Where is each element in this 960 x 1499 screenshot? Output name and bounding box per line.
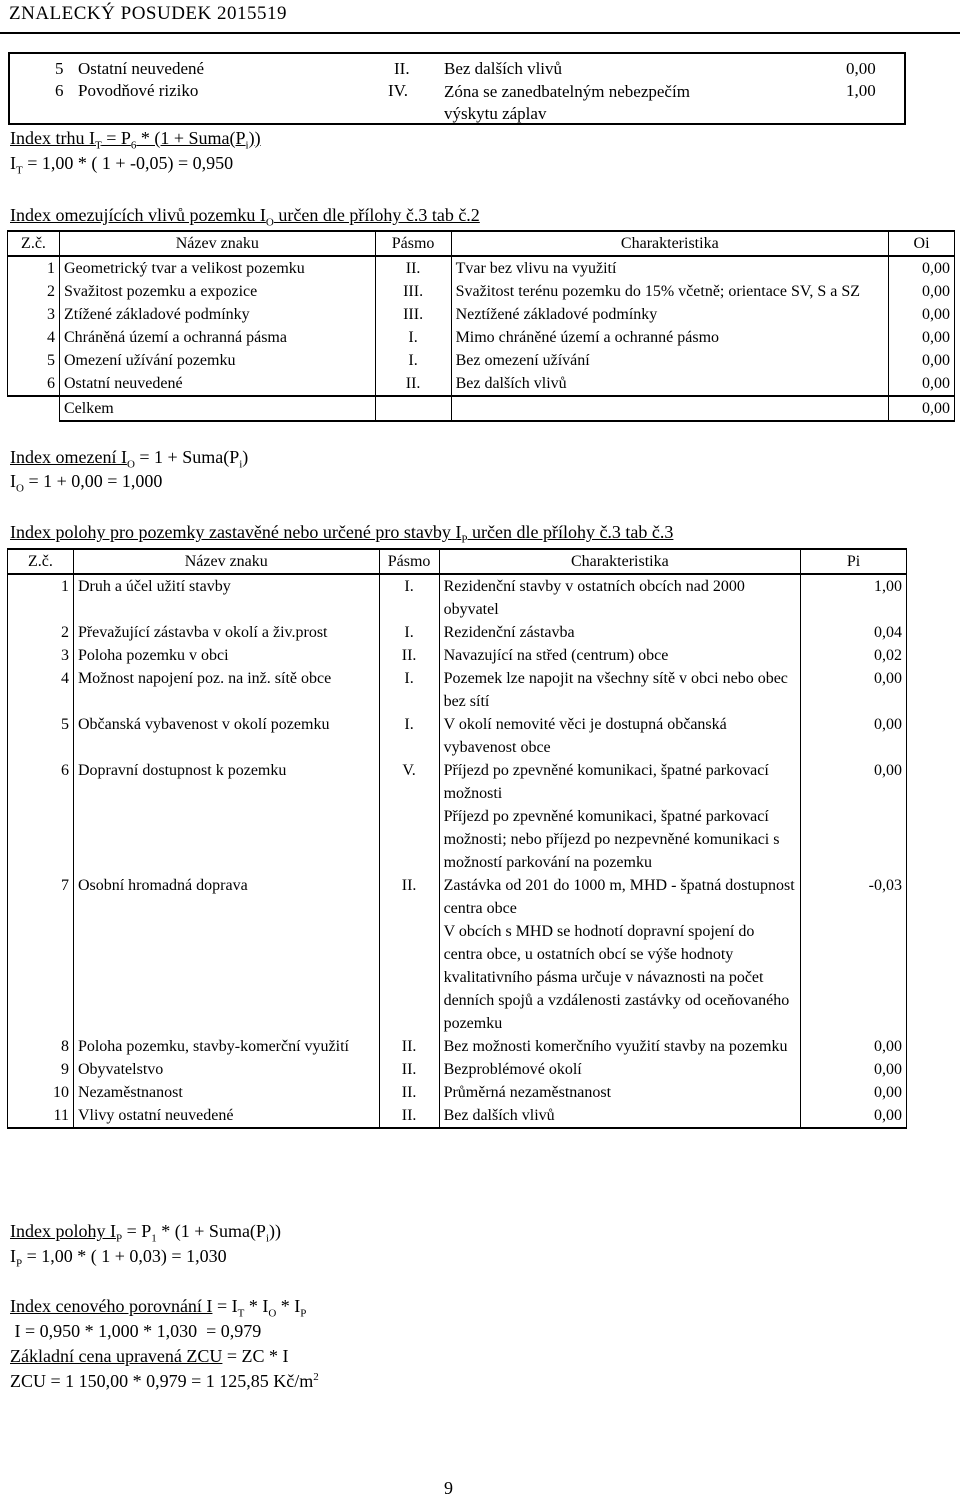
limits-title: Index omezujících vlivů pozemku $I_O$ určen dle přílohy č.3 tab č.2: [10, 205, 480, 229]
page-number: 9: [444, 1478, 453, 1498]
col-header: Z.č.: [8, 231, 60, 256]
position-formula: Index polohy $I_P = P_1 * (1$ + $Suma(P_i)$): [10, 1221, 281, 1245]
market-row-zone: IV.: [388, 81, 408, 100]
position-title: Index polohy pro pozemky zastavěné nebo určené pro stavby $I_P$ určen dle přílohy č.3 tab č.3: [10, 522, 674, 546]
table-row: 1 Geometrický tvar a velikost pozemku II. Tvar bez vlivu na využití 0,00: [8, 256, 955, 280]
zcu-formula: Základní cena upravená ZCU = ZC * I: [10, 1346, 289, 1366]
limits-formula: Index omezení $I_O = 1$ + $Suma(P_i)$: [10, 447, 249, 471]
table-row: 3 Poloha pozemku v obci II. Navazující na střed (centrum) obce 0,02: [8, 644, 907, 667]
table-row: 4 Chráněná území a ochranná pásma I. Mimo chráněné území a ochranné pásmo 0,00: [8, 326, 955, 349]
table-row: 6 Ostatní neuvedené II. Bez dalších vlivů 0,00: [8, 372, 955, 396]
position-table: [7, 548, 907, 1129]
table-row: 7 Osobní hromadná doprava II. Zastávka od 201 do 1000 m, MHD - špatná dostupnost centra obce V obcích s MHD se hodnotí dopravní spojení do centra obce, u ostatních obcí se výše hodnoty kvalitativního pásma určuje v návaznosti na počet denních spojů a vzdálenosti zastávky od oceňovaného pozemku -0,03: [8, 874, 907, 1035]
market-formula: Index trhu $I_T = P_6 * (1$ + $Suma(P_i)$): [10, 128, 261, 152]
market-row-num: 6: [55, 81, 64, 100]
col-header: Oi: [889, 231, 955, 256]
table-row: 2 Převažující zástavba v okolí a živ.prost I. Rezidenční zástavba 0,04: [8, 621, 907, 644]
position-header-row: [8, 549, 907, 574]
col-header: Pásmo: [375, 231, 451, 256]
col-header: Název znaku: [59, 231, 375, 256]
price-index-calc: I = 0,950 * 1,000 * 1,030 = 0,979: [10, 1321, 262, 1341]
table-row: 6 Dopravní dostupnost k pozemku V. Příjezd po zpevněné komunikaci, špatné parkovací možnosti Příjezd po zpevněné komunikaci, špatné parkovací možnosti; nebo příjezd po nezpevněné komunikaci s možností parkování na pozemku 0,00: [8, 759, 907, 874]
table-row: 10 Nezaměstnanost II. Průměrná nezaměstnanost 0,00: [8, 1081, 907, 1104]
table-row: 9 Obyvatelstvo II. Bezproblémové okolí 0,00: [8, 1058, 907, 1081]
market-row-desc: Bez dalších vlivů: [444, 59, 563, 78]
zcu-calc: ZCU = 1 150,00 * 0,979 = 1 125,85 $Kč/m^2$: [10, 1371, 319, 1391]
market-row-val: 1,00: [846, 81, 876, 100]
col-header: Pásmo: [379, 549, 439, 574]
header-rule: [0, 32, 960, 34]
market-row-val: 0,00: [846, 59, 876, 78]
market-row-desc: Zóna se zanedbatelným nebezpečím výskytu záplav: [444, 82, 690, 123]
table-row: 1 Druh a účel užití stavby I. Rezidenční stavby v ostatních obcích nad 2000 obyvatel 1,00: [8, 574, 907, 621]
table-row: 8 Poloha pozemku, stavby-komerční využití II. Bez možnosti komerčního využití stavby na pozemku 0,00: [8, 1035, 907, 1058]
limits-header-row: [8, 231, 955, 256]
col-header: Charakteristika: [451, 231, 888, 256]
market-row-name: Ostatní neuvedené: [78, 59, 205, 78]
table-row: 5 Občanská vybavenost v okolí pozemku I. V okolí nemovité věci je dostupná občanská vybavenost obce 0,00: [8, 713, 907, 759]
market-calc: $I_T = 1,00$ * ( 1 + -0,05) = 0,950: [10, 153, 234, 177]
limits-calc: $I_O = 1 + 0,00 = 1,000$: [10, 471, 163, 495]
document-header: ZNALECKÝ POSUDEK 2015519: [9, 3, 287, 24]
market-table-box: [8, 52, 906, 125]
col-header: Pi: [801, 549, 907, 574]
col-header: Charakteristika: [439, 549, 801, 574]
market-row-zone: II.: [394, 59, 410, 78]
table-row: 5 Omezení užívání pozemku I. Bez omezení užívání 0,00: [8, 349, 955, 372]
table-row: 3 Ztížené základové podmínky III. Neztížené základové podmínky 0,00: [8, 303, 955, 326]
price-index-formula: Index cenového porovnání $I = I_T * I_O * I_P$: [10, 1296, 307, 1320]
col-header: Název znaku: [73, 549, 379, 574]
table-row: 4 Možnost napojení poz. na inž. sítě obce I. Pozemek lze napojit na všechny sítě v obci nebo obec bez sítí 0,00: [8, 667, 907, 713]
total-row: Celkem 0,00: [8, 396, 955, 421]
market-row-num: 5: [55, 59, 64, 78]
market-row-name: Povodňové riziko: [78, 81, 199, 100]
table-row: 11 Vlivy ostatní neuvedené II. Bez dalších vlivů 0,00: [8, 1104, 907, 1128]
position-calc: $I_P = 1,00$ * ( 1 + 0,03) = 1,030: [10, 1246, 227, 1270]
col-header: Z.č.: [8, 549, 74, 574]
limits-table: [7, 230, 955, 422]
table-row: 2 Svažitost pozemku a expozice III. Svažitost terénu pozemku do 15% včetně; orientace SV, S a SZ 0,00: [8, 280, 955, 303]
